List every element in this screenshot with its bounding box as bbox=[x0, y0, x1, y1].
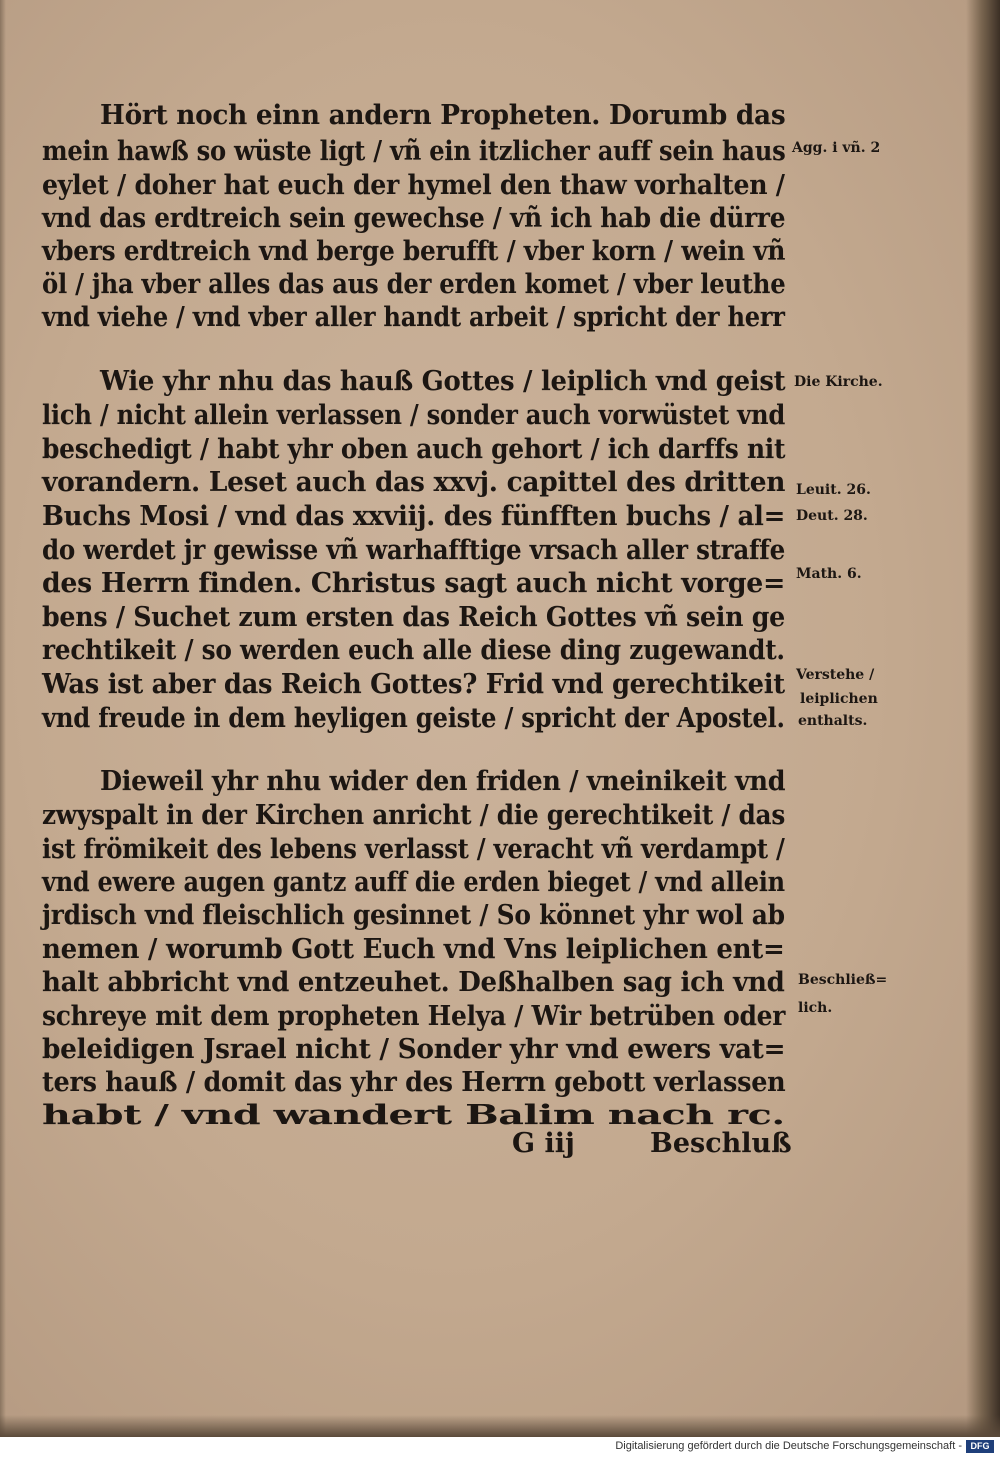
dfg-logo: DFG bbox=[966, 1440, 994, 1453]
marginal-note: enthalts. bbox=[798, 713, 868, 729]
text-line: vbers erdtreich vnd berge berufft / vber korn / wein vñ bbox=[42, 236, 786, 267]
text-line: mein hawß so wüste ligt / vñ ein itzlicher auff sein haus bbox=[42, 136, 786, 167]
text-line: beschedigt / habt yhr oben auch gehort / ich darffs nit bbox=[42, 434, 786, 465]
marginal-note: leiplichen bbox=[800, 691, 878, 707]
signature-mark: G iij bbox=[512, 1128, 575, 1159]
text-line: Was ist aber das Reich Gottes? Frid vnd gerechtikeit bbox=[42, 669, 785, 700]
marginal-note: Agg. i vñ. 2 bbox=[792, 140, 881, 156]
marginal-note: Leuit. 26. bbox=[796, 482, 871, 498]
text-line: eylet / doher hat euch der hymel den thaw vorhalten / bbox=[42, 170, 785, 201]
text-line: vnd viehe / vnd vber aller handt arbeit / spricht der herr bbox=[42, 302, 785, 333]
text-line: zwyspalt in der Kirchen anricht / die gerechtikeit / das bbox=[42, 800, 785, 831]
text-line: öl / jha vber alles das aus der erden komet / vber leuthe bbox=[42, 269, 786, 300]
text-line: vnd das erdtreich sein gewechse / vñ ich hab die dürre bbox=[42, 203, 786, 234]
marginal-note: Deut. 28. bbox=[796, 508, 868, 524]
footer-bar bbox=[0, 1437, 1000, 1457]
text-line: vorandern. Leset auch das xxvj. capittel des dritten bbox=[42, 467, 786, 498]
funding-notice: Digitalisierung gefördert durch die Deutsche Forschungsgemeinschaft - bbox=[615, 1440, 962, 1452]
text-line: jrdisch vnd fleischlich gesinnet / So könnet yhr wol ab bbox=[42, 900, 785, 931]
text-line: do werdet jr gewisse vñ warhafftige vrsach aller straffe bbox=[42, 535, 785, 566]
text-line: ters hauß / domit das yhr des Herrn gebott verlassen bbox=[42, 1067, 786, 1098]
text-line: ist frömikeit des lebens verlasst / veracht vñ verdampt / bbox=[42, 834, 785, 865]
marginal-note: Math. 6. bbox=[796, 566, 862, 582]
text-line: bens / Suchet zum ersten das Reich Gottes vñ sein ge bbox=[42, 602, 785, 633]
page-right-edge bbox=[966, 0, 1000, 1437]
marginal-note: Beschließ= bbox=[798, 972, 888, 988]
marginal-note: Die Kirche. bbox=[794, 374, 883, 390]
page-bottom-edge bbox=[0, 1415, 1000, 1437]
text-line: Wie yhr nhu das hauß Gottes / leiplich vnd geist bbox=[100, 366, 786, 397]
text-line: des Herrn finden. Christus sagt auch nicht vorge= bbox=[42, 568, 786, 599]
text-line: habt / vnd wandert Balim nach rc. bbox=[42, 1100, 785, 1131]
text-line: Dieweil yhr nhu wider den friden / vneinikeit vnd bbox=[100, 766, 786, 797]
catchword: Beschluß bbox=[650, 1128, 792, 1159]
text-line: halt abbricht vnd entzeuhet. Deßhalben sag ich vnd bbox=[42, 967, 785, 998]
text-line: Hört noch einn andern Propheten. Dorumb das bbox=[100, 100, 786, 131]
marginal-note: lich. bbox=[798, 1000, 833, 1016]
text-line: schreye mit dem propheten Helya / Wir betrüben oder bbox=[42, 1001, 786, 1032]
text-line: vnd ewere augen gantz auff die erden bieget / vnd allein bbox=[42, 867, 785, 898]
text-line: rechtikeit / so werden euch alle diese ding zugewandt. bbox=[42, 635, 785, 666]
text-line: Buchs Mosi / vnd das xxviij. des fünfften buchs / al= bbox=[42, 501, 786, 532]
text-line: lich / nicht allein verlassen / sonder auch vorwüstet vnd bbox=[42, 400, 785, 431]
text-line: nemen / worumb Gott Euch vnd Vns leiplichen ent= bbox=[42, 934, 785, 965]
text-line: vnd freude in dem heyligen geiste / spricht der Apostel. bbox=[42, 703, 785, 734]
page-left-edge bbox=[0, 0, 6, 1437]
marginal-note: Verstehe / bbox=[796, 667, 875, 683]
text-line: beleidigen Jsrael nicht / Sonder yhr vnd ewers vat= bbox=[42, 1034, 786, 1065]
